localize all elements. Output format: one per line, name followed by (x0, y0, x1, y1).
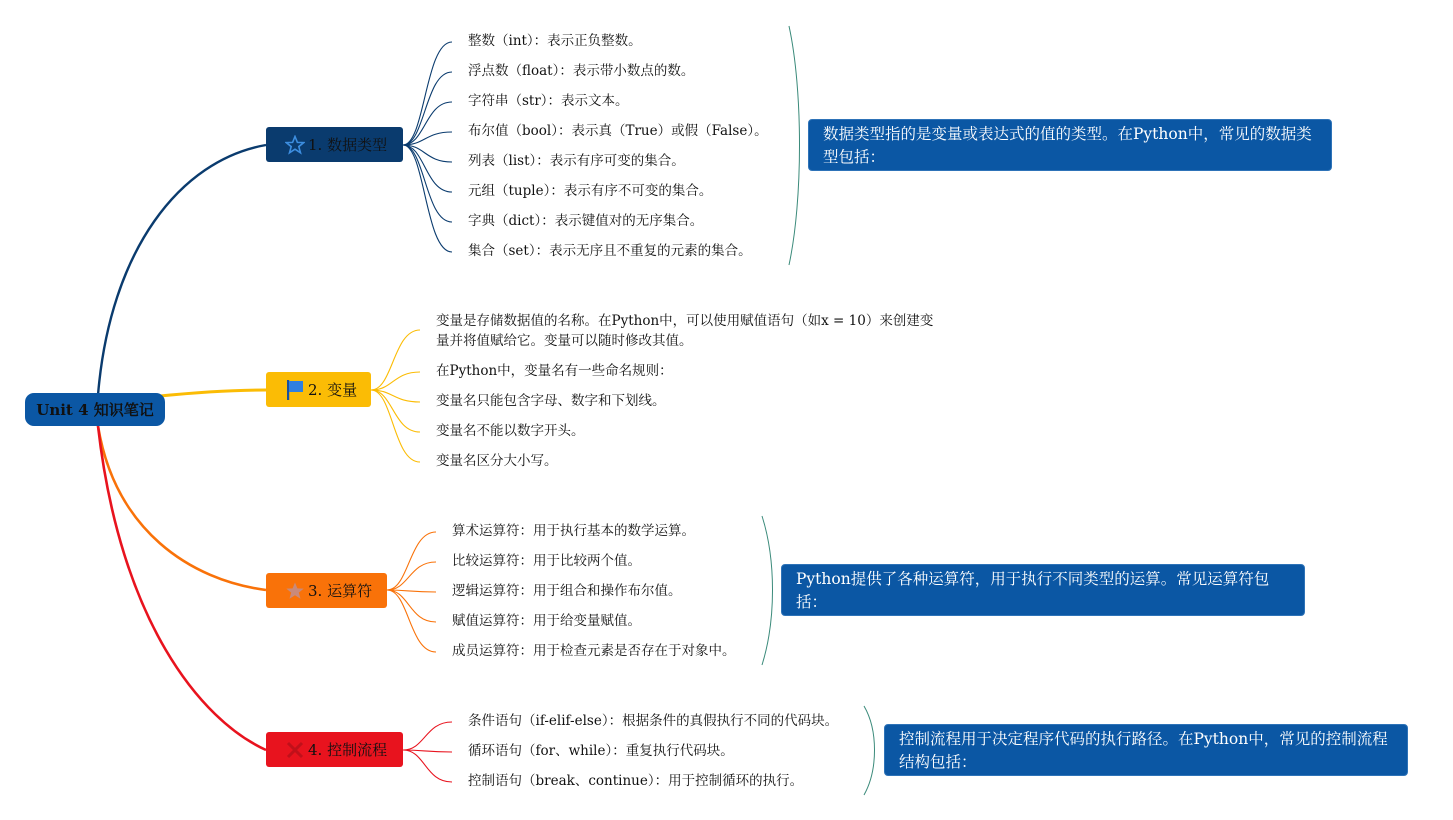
topic-variables[interactable] (266, 372, 371, 407)
leaf-connector (403, 102, 452, 145)
list-item: 赋值运算符：用于给变量赋值。 (452, 613, 641, 629)
list-item: 列表（list）：表示有序可变的集合。 (468, 153, 685, 169)
topic-label: 1. 数据类型 (308, 136, 388, 154)
topic-operators[interactable] (266, 573, 387, 608)
root-label: Unit 4 知识笔记 (36, 401, 154, 419)
topic-label: 2. 变量 (308, 381, 358, 399)
leaf-connector (403, 722, 452, 750)
summary-bracket (762, 516, 773, 665)
branch-line (98, 426, 266, 750)
list-item: 整数（int）：表示正负整数。 (468, 33, 642, 49)
leaf-connector (403, 72, 452, 145)
branch-line (98, 145, 266, 395)
leaf-connector (403, 145, 452, 192)
topic-label: 3. 运算符 (308, 582, 373, 600)
list-item: 字符串（str）：表示文本。 (468, 93, 629, 109)
topic-label: 4. 控制流程 (308, 741, 388, 759)
list-item: 元组（tuple）：表示有序不可变的集合。 (468, 183, 713, 199)
leaf-connector (403, 42, 452, 145)
list-item: 循环语句（for、while）：重复执行代码块。 (468, 743, 734, 759)
list-item: 逻辑运算符：用于组合和操作布尔值。 (452, 583, 682, 599)
star-icon (284, 580, 306, 602)
topic-control-flow[interactable] (266, 732, 403, 767)
list-item: 集合（set）：表示无序且不重复的元素的集合。 (468, 243, 752, 259)
list-item: 布尔值（bool）：表示真（True）或假（False）。 (468, 123, 768, 139)
list-item: 字典（dict）：表示键值对的无序集合。 (468, 213, 704, 229)
topic-data-types[interactable] (266, 127, 403, 162)
leaf-connector (387, 562, 436, 590)
leaf-connector (387, 590, 436, 622)
flag-icon (284, 379, 306, 401)
leaf-connector (403, 750, 452, 782)
list-item: 算术运算符：用于执行基本的数学运算。 (452, 523, 695, 539)
summary-note: 控制流程用于决定程序代码的执行路径。在Python中，常见的控制流程结构包括： (884, 724, 1408, 776)
list-item: 成员运算符：用于检查元素是否存在于对象中。 (452, 643, 736, 659)
cross-icon (284, 739, 306, 761)
summary-bracket (789, 26, 800, 265)
star-outline-icon (284, 134, 306, 156)
leaf-connector (387, 532, 436, 590)
list-item: 比较运算符：用于比较两个值。 (452, 553, 641, 569)
summary-note: Python提供了各种运算符，用于执行不同类型的运算。常见运算符包括： (781, 564, 1305, 616)
list-item: 条件语句（if-elif-else）：根据条件的真假执行不同的代码块。 (468, 713, 839, 729)
list-item: 变量名不能以数字开头。 (436, 423, 585, 439)
list-item: 在Python中，变量名有一些命名规则： (436, 363, 673, 379)
list-item: 变量名只能包含字母、数字和下划线。 (436, 393, 666, 409)
leaf-connector (371, 390, 420, 462)
root-node[interactable] (25, 393, 165, 426)
list-item: 控制语句（break、continue）：用于控制循环的执行。 (468, 773, 804, 789)
branch-line (98, 426, 266, 590)
leaf-connector (371, 330, 420, 390)
list-item: 变量名区分大小写。 (436, 453, 558, 469)
list-item: 浮点数（float）：表示带小数点的数。 (468, 63, 695, 79)
leaf-connector (403, 145, 452, 222)
list-item: 变量是存储数据值的名称。在Python中，可以使用赋值语句（如x = 10）来创建变量并将值赋给它。变量可以随时修改其值。 (436, 313, 934, 349)
summary-note: 数据类型指的是变量或表达式的值的类型。在Python中，常见的数据类型包括： (808, 119, 1332, 171)
branch-line (160, 390, 266, 396)
summary-bracket (864, 706, 875, 795)
